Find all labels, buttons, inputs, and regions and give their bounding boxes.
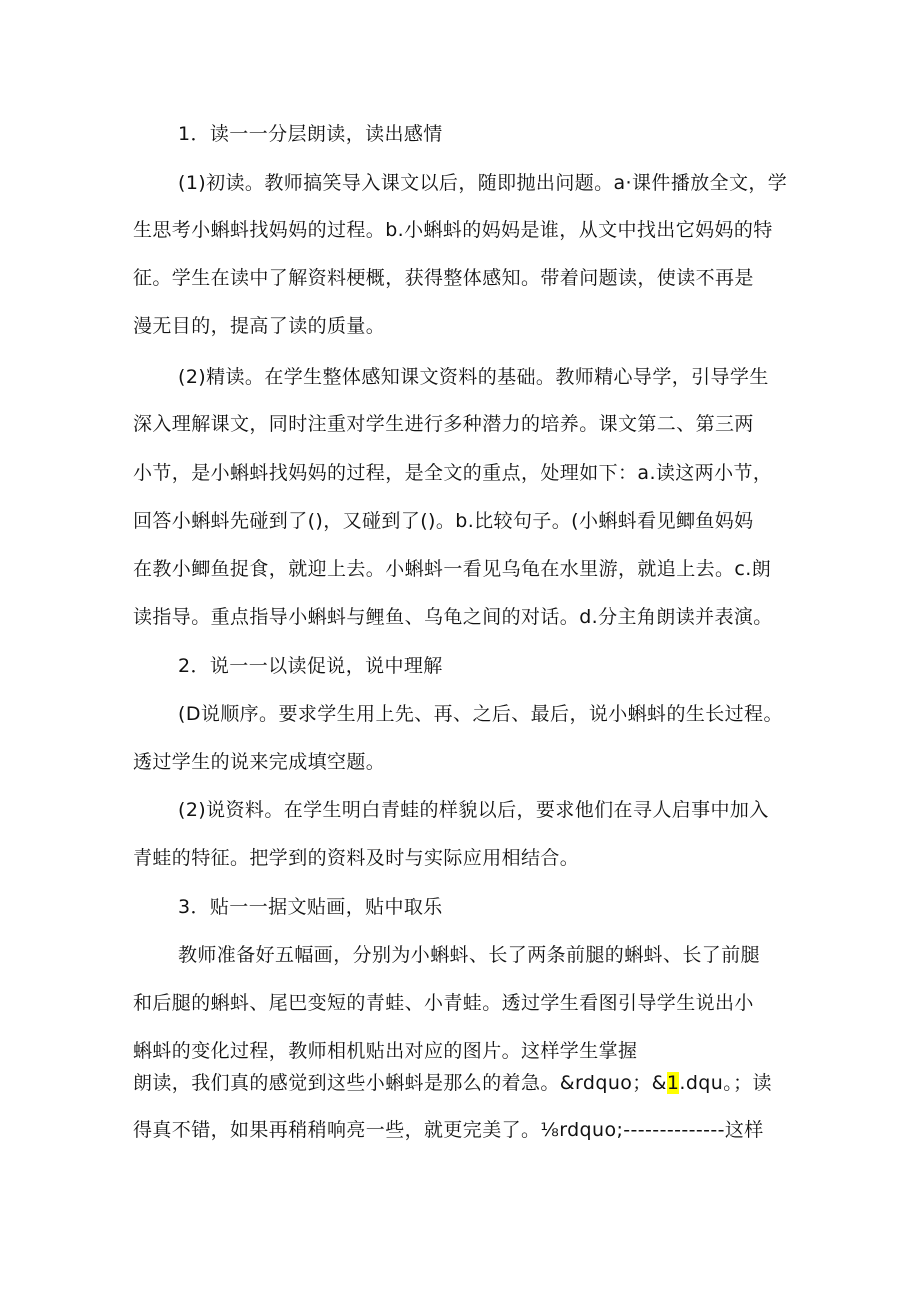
paragraph-line: (D说顺序。要求学生用上先、再、之后、最后，说小蝌蚪的生长过程。 bbox=[178, 703, 783, 725]
paragraph-line: 青蛙的特征。把学到的资料及时与实际应用相结合。 bbox=[133, 847, 580, 869]
paragraph-line: 征。学生在读中了解资料梗概，获得整体感知。带着问题读，使读不再是 bbox=[133, 267, 754, 289]
paragraph-line: 读指导。重点指导小蝌蚪与鲤鱼、乌龟之间的对话。d.分主角朗读并表演。 bbox=[133, 606, 773, 628]
text-segment: .dqu。；读 bbox=[679, 1072, 772, 1094]
paragraph-line: (1)初读。教师搞笑导入课文以后，随即抛出问题。a·课件播放全文，学 bbox=[178, 172, 788, 194]
paragraph-line: 深入理解课文，同时注重对学生进行多种潜力的培养。课文第二、第三两 bbox=[133, 413, 754, 435]
text-segment: 朗读，我们真的感觉到这些小蝌蚪是那么的着急。&rdquo；& bbox=[133, 1072, 667, 1094]
paragraph-line: 蝌蚪的变化过程，教师相机贴出对应的图片。这样学生掌握 bbox=[133, 1040, 638, 1062]
paragraph-line: 回答小蝌蚪先碰到了()，又碰到了()。b.比较句子。(小蝌蚪看见鲫鱼妈妈 bbox=[133, 510, 754, 532]
paragraph-line: (2)精读。在学生整体感知课文资料的基础。教师精心导学，引导学生 bbox=[178, 366, 769, 388]
highlighted-text: 1 bbox=[666, 1072, 680, 1094]
paragraph-line: 生思考小蝌蚪找妈妈的过程。b.小蝌蚪的妈妈是谁，从文中找出它妈妈的特 bbox=[133, 219, 773, 241]
paragraph-line bbox=[133, 1070, 772, 1096]
paragraph-line: (2)说资料。在学生明白青蛙的样貌以后，要求他们在寻人启事中加入 bbox=[178, 799, 769, 821]
paragraph-line: 教师准备好五幅画，分别为小蝌蚪、长了两条前腿的蝌蚪、长了前腿 bbox=[178, 944, 761, 966]
heading-2: 2．说一一以读促说，说中理解 bbox=[178, 655, 443, 677]
paragraph-line: 和后腿的蝌蚪、尾巴变短的青蛙、小青蛙。透过学生看图引导学生说出小 bbox=[133, 992, 754, 1014]
heading-1: 1．读一一分层朗读，读出感情 bbox=[178, 123, 443, 145]
heading-3: 3．贴一一据文贴画，贴中取乐 bbox=[178, 896, 443, 918]
paragraph-line: 小节，是小蝌蚪找妈妈的过程，是全文的重点，处理如下：a.读这两小节， bbox=[133, 462, 773, 484]
paragraph-line: 得真不错，如果再稍稍响亮一些，就更完美了。⅛rdquo;--------------这样 bbox=[133, 1119, 764, 1141]
paragraph-line: 在教小鲫鱼捉食，就迎上去。小蝌蚪一看见乌龟在水里游，就追上去。c.朗 bbox=[133, 558, 772, 580]
paragraph-line: 透过学生的说来完成填空题。 bbox=[133, 751, 386, 773]
paragraph-line: 漫无目的，提高了读的质量。 bbox=[133, 315, 386, 337]
